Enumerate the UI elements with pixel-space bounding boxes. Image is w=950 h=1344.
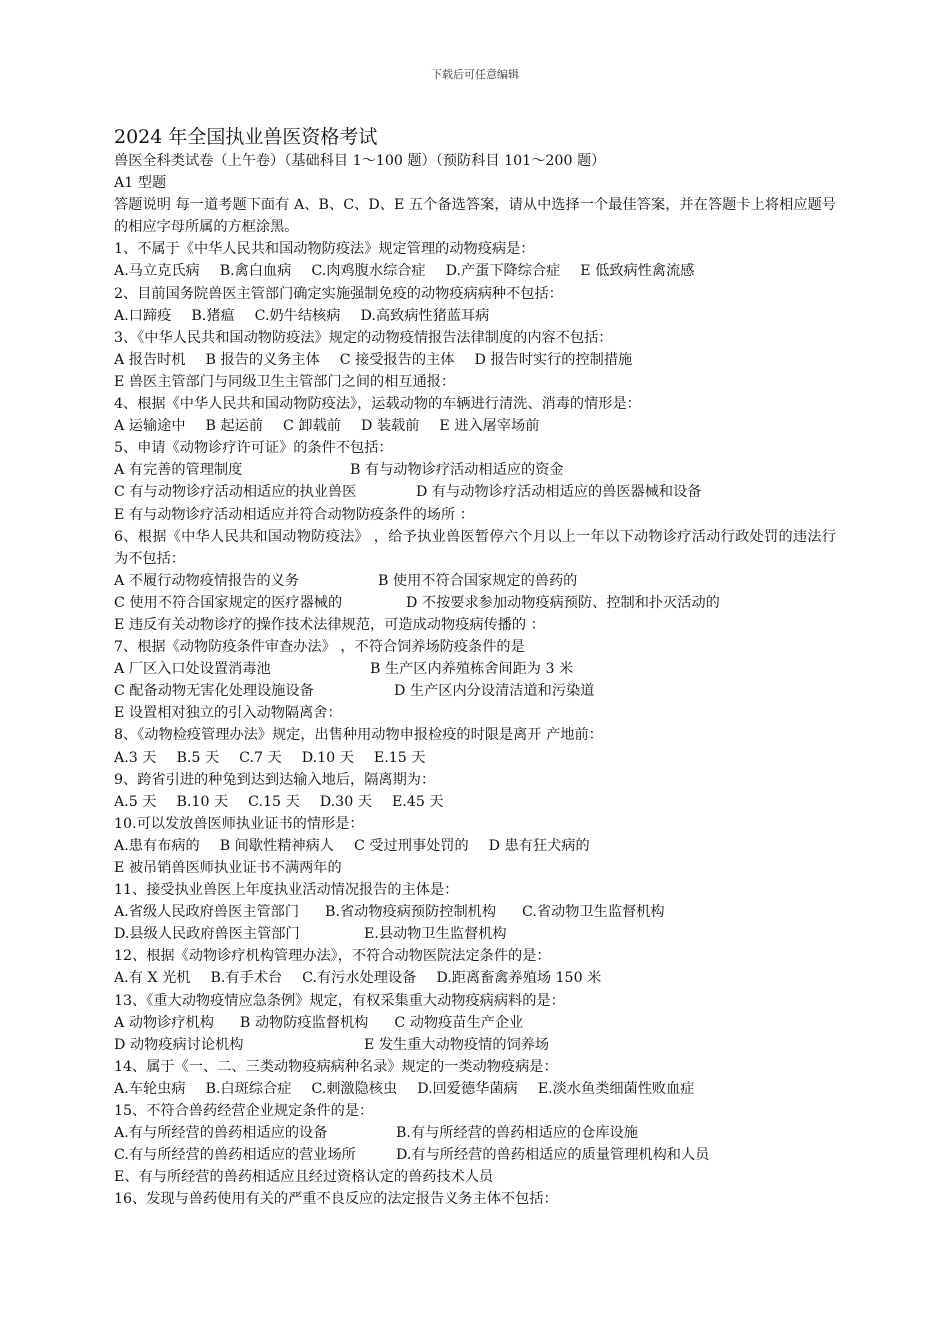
question-text: 6、根据《中华人民共和国动物防疫法》 ，给予执业兽医暂停六个月以上一年以下动物诊疗活动行政处罚的违法行为不包括：	[114, 528, 836, 567]
answer-option: D.县级人民政府兽医主管部门	[114, 926, 300, 943]
option-row	[114, 901, 836, 923]
option-row	[114, 1034, 836, 1056]
option-row	[114, 349, 836, 371]
option-row	[114, 305, 836, 327]
option-row	[114, 658, 836, 680]
answer-option: C 动物疫苗生产企业	[394, 1014, 524, 1031]
answer-option: B.省动物疫病预防控制机构	[325, 904, 497, 921]
answer-option: E 被吊销兽医师执业证书不满两年的	[114, 860, 342, 876]
answer-option: D.10 天	[301, 749, 354, 766]
answer-option: D 患有狂犬病的	[488, 837, 590, 854]
answer-option: E、有与所经营的兽药相适应且经过资格认定的兽药技术人员	[114, 1169, 494, 1186]
option-row	[114, 923, 836, 945]
answer-option: B 生产区内养殖栋舍间距为 3 米	[370, 661, 574, 678]
question-text: 16、发现与兽药使用有关的严重不良反应的法定报告义务主体不包括：	[114, 1191, 558, 1208]
answer-option: B 使用不符合国家规定的兽药的	[378, 572, 578, 589]
answer-option: A.有 X 光机	[114, 970, 191, 987]
question-list	[114, 238, 836, 1210]
question-text: 5、申请《动物诊疗许可证》的条件不包括：	[114, 440, 393, 457]
answer-option: A.有与所经营的兽药相适应的设备	[114, 1125, 328, 1142]
answer-option: C 受过刑事处罚的	[353, 837, 469, 854]
answer-option: E 有与动物诊疗活动相适应并符合动物防疫条件的场所 ：	[114, 506, 474, 523]
answer-option: D.回爱德华菌病	[417, 1080, 518, 1097]
instructions: 答题说明 每一道考题下面有 A、B、C、D、E 五个备选答案，请从中选择一个最佳答案，并在答题卡上将相应题号的相应字母所属的方框涂黑。	[114, 197, 836, 236]
answer-option: C.15 天	[248, 793, 300, 810]
question-text: 12、根据《动物诊疗机构管理办法》，不符合动物医院法定条件的是：	[114, 948, 551, 965]
answer-option: D.距离畜禽养殖场 150 米	[436, 970, 602, 987]
answer-option: C 接受报告的主体	[339, 351, 455, 368]
answer-option: C.有与所经营的兽药相适应的营业场所	[114, 1147, 356, 1164]
answer-option: D 生产区内分设清洁道和污染道	[394, 683, 595, 700]
question-text: 13、《重大动物疫情应急条例》规定，有权采集重大动物疫病病料的是：	[114, 992, 565, 1009]
question-text: 14、属于《一、二、三类动物疫病病种名录》规定的一类动物疫病是：	[114, 1058, 558, 1075]
document-body	[114, 124, 836, 1211]
option-row	[114, 481, 836, 503]
answer-option: D.30 天	[319, 793, 372, 810]
answer-option: B.10 天	[176, 793, 229, 810]
answer-option: C 卸载前	[283, 418, 341, 435]
answer-option: C.省动物卫生监督机构	[522, 904, 665, 921]
answer-option: B 报告的义务主体	[205, 351, 320, 368]
answer-option: D.有与所经营的兽药相适应的质量管理机构和人员	[396, 1147, 710, 1164]
question-text: 7、根据《动物防疫条件审查办法》 ，不符合饲养场防疫条件的是	[114, 639, 525, 656]
question-text: 4、根据《中华人民共和国动物防疫法》，运载动物的车辆进行清洗、消毒的情形是：	[114, 396, 641, 413]
option-row	[114, 967, 836, 989]
option-row	[114, 614, 836, 636]
answer-option: D 装载前	[360, 418, 420, 435]
option-row	[114, 1144, 836, 1166]
question-text: 8、《动物检疫管理办法》规定，出售种用动物申报检疫的时限是离开 产地前：	[114, 727, 603, 744]
answer-option: E 进入屠宰场前	[439, 418, 540, 435]
answer-option: A 有完善的管理制度	[114, 462, 243, 479]
answer-option: D 有与动物诊疗活动相适应的兽医器械和设备	[416, 484, 702, 501]
answer-option: C.刺激隐核虫	[311, 1080, 398, 1097]
option-row	[114, 570, 836, 592]
answer-option: C.奶牛结核病	[254, 307, 341, 324]
answer-option: E.45 天	[391, 793, 444, 810]
question-text: 10.可以发放兽医师执业证书的情形是：	[114, 815, 364, 832]
option-row	[114, 747, 836, 769]
option-row	[114, 1012, 836, 1034]
question-text: 11、接受执业兽医上年度执业活动情况报告的主体是：	[114, 882, 459, 899]
document-title: 2024 年全国执业兽医资格考试	[114, 126, 378, 148]
answer-option: A.3 天	[114, 749, 157, 766]
answer-option: C 配备动物无害化处理设施设备	[114, 683, 314, 700]
option-row	[114, 415, 836, 437]
answer-option: E.淡水鱼类细菌性败血症	[537, 1080, 695, 1097]
answer-option: C 有与动物诊疗活动相适应的执业兽医	[114, 484, 357, 501]
option-row	[114, 1166, 836, 1188]
option-row	[114, 680, 836, 702]
answer-option: A.车轮虫病	[114, 1080, 186, 1097]
option-row	[114, 592, 836, 614]
option-row	[114, 835, 836, 857]
question-text: 3、《中华人民共和国动物防疫法》规定的动物疫情报告法律制度的内容不包括：	[114, 329, 613, 346]
section-label: A1 型题	[114, 175, 167, 192]
answer-option: E 设置相对独立的引入动物隔离舍：	[114, 705, 342, 722]
answer-option: A 运输途中	[114, 418, 186, 435]
option-row	[114, 371, 836, 393]
answer-option: C.有污水处理设备	[302, 970, 417, 987]
option-row	[114, 504, 836, 526]
answer-option: B.有手术台	[210, 970, 283, 987]
answer-option: A 厂区入口处设置消毒池	[114, 661, 271, 678]
answer-option: B 间歇性精神病人	[219, 837, 334, 854]
answer-option: C.肉鸡腹水综合症	[311, 263, 426, 280]
option-row	[114, 459, 836, 481]
answer-option: A.省级人民政府兽医主管部门	[114, 904, 300, 921]
answer-option: B.禽白血病	[219, 263, 292, 280]
answer-option: A.马立克氏病	[114, 263, 200, 280]
answer-option: B 起运前	[205, 418, 264, 435]
option-row	[114, 702, 836, 724]
answer-option: E 发生重大动物疫情的饲养场	[364, 1036, 550, 1053]
answer-option: E.县动物卫生监督机构	[364, 926, 507, 943]
answer-option: A 报告时机	[114, 351, 186, 368]
answer-option: B 动物防疫监督机构	[239, 1014, 369, 1031]
answer-option: B 有与动物诊疗活动相适应的资金	[350, 462, 564, 479]
answer-option: E 低致病性禽流感	[580, 263, 695, 280]
document-subtitle: 兽医全科类试卷（上午卷）（基础科目 1～100 题）（预防科目 101～200 题）	[114, 153, 606, 169]
answer-option: D.产蛋下降综合症	[445, 263, 561, 280]
answer-option: D.高致病性猪蓝耳病	[360, 307, 490, 324]
answer-option: E.15 天	[373, 749, 426, 766]
answer-option: C 使用不符合国家规定的医疗器械的	[114, 594, 343, 611]
question-text: 9、跨省引进的种兔到达到达输入地后，隔离期为：	[114, 771, 436, 788]
answer-option: D 动物疫病讨论机构	[114, 1036, 244, 1053]
answer-option: D 不按要求参加动物疫病预防、控制和扑灭活动的	[406, 594, 720, 611]
answer-option: E 违反有关动物诊疗的操作技术法律规范，可造成动物疫病传播的 ：	[114, 616, 545, 633]
question-text: 1、不属于《中华人民共和国动物防疫法》规定管理的动物疫病是：	[114, 241, 535, 258]
answer-option: A 不履行动物疫情报告的义务	[114, 572, 300, 589]
answer-option: A.口蹄疫	[114, 307, 172, 324]
option-row	[114, 1078, 836, 1100]
answer-option: B.白斑综合症	[205, 1080, 292, 1097]
answer-option: B.5 天	[176, 749, 220, 766]
answer-option: D 报告时实行的控制措施	[474, 351, 633, 368]
option-row	[114, 260, 836, 282]
answer-option: B.猪瘟	[191, 307, 235, 324]
answer-option: B.有与所经营的兽药相适应的仓库设施	[396, 1125, 638, 1142]
answer-option: A.5 天	[114, 793, 157, 810]
option-row	[114, 857, 836, 879]
answer-option: A.患有布病的	[114, 837, 200, 854]
page-header: 下载后可任意编辑	[431, 68, 519, 81]
answer-option: A 动物诊疗机构	[114, 1014, 214, 1031]
answer-option: E 兽医主管部门与同级卫生主管部门之间的相互通报：	[114, 373, 456, 390]
question-text: 2、目前国务院兽医主管部门确定实施强制免疫的动物疫病病种不包括：	[114, 285, 563, 302]
answer-option: C.7 天	[239, 749, 282, 766]
option-row	[114, 791, 836, 813]
option-row	[114, 1122, 836, 1144]
question-text: 15、不符合兽药经营企业规定条件的是：	[114, 1103, 374, 1120]
